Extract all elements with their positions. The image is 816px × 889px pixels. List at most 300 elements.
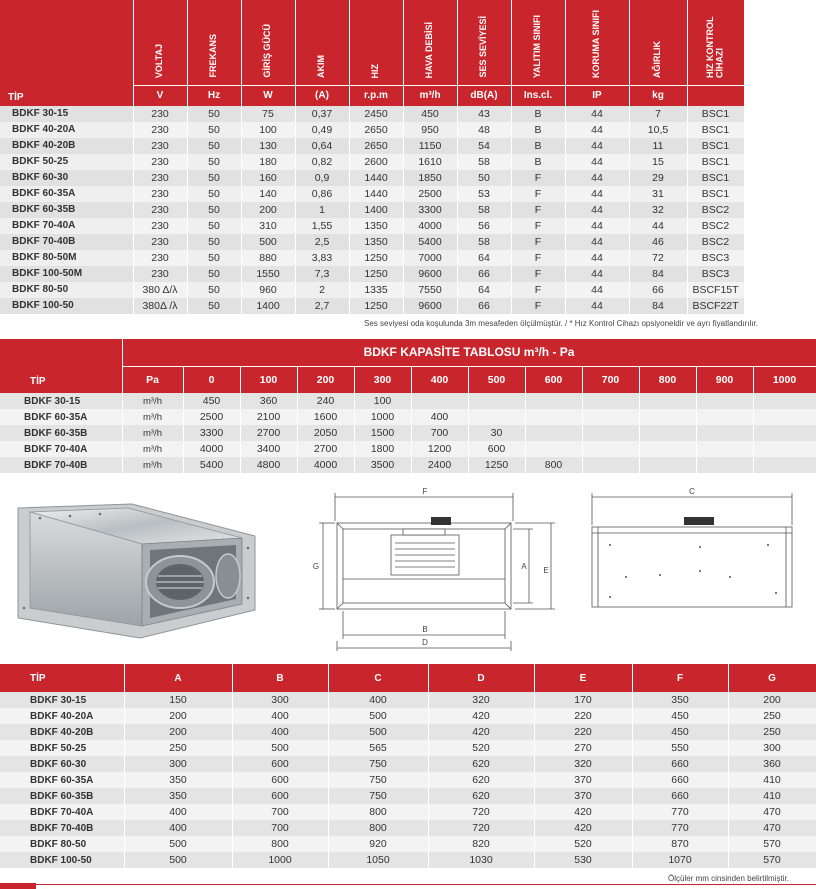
spec-cell: 44 xyxy=(565,298,629,314)
dimension-cell: 450 xyxy=(632,708,728,724)
spec-cell: 44 xyxy=(629,218,687,234)
table-row xyxy=(0,772,816,788)
table-row xyxy=(0,266,744,282)
dims-col-header: A xyxy=(124,664,232,692)
table-row xyxy=(0,218,744,234)
dimension-cell: 250 xyxy=(728,708,816,724)
model-name: BDKF 50-25 xyxy=(0,740,124,756)
spec-cell: 9600 xyxy=(403,298,457,314)
spec-cell: 0,9 xyxy=(295,170,349,186)
table-row xyxy=(0,692,816,708)
pressure-header: 500 xyxy=(468,366,525,393)
spec-cell: 43 xyxy=(457,106,511,122)
sound-level-note: Ses seviyesi oda koşulunda 3m mesafeden ölçülmüştür. / * Hız Kontrol Cihazı opsiyoneldir ve ayrı fiyatlandırılır. xyxy=(364,319,758,328)
capacity-cell: 4800 xyxy=(240,457,297,473)
spec-cell: BSCF15T xyxy=(687,282,744,298)
spec-cell: 50 xyxy=(187,154,241,170)
page-corner-mark xyxy=(0,883,36,889)
specs-unit: IP xyxy=(565,86,629,106)
capacity-cell: 600 xyxy=(468,441,525,457)
spec-cell: 66 xyxy=(457,266,511,282)
spec-cell: F xyxy=(511,202,565,218)
spec-cell: 44 xyxy=(565,282,629,298)
spec-cell: 50 xyxy=(187,282,241,298)
dimension-cell: 250 xyxy=(124,740,232,756)
table-row xyxy=(0,202,744,218)
dimension-cell: 350 xyxy=(124,772,232,788)
spec-cell: F xyxy=(511,186,565,202)
spec-cell: 66 xyxy=(457,298,511,314)
specs-unit: Ins.cl. xyxy=(511,86,565,106)
dimension-cell: 620 xyxy=(428,756,534,772)
spec-cell: 230 xyxy=(133,218,187,234)
capacity-cell: 4000 xyxy=(297,457,354,473)
capacity-cell: 4000 xyxy=(183,441,240,457)
dimension-cell: 750 xyxy=(328,756,428,772)
model-name: BDKF 40-20B xyxy=(0,138,133,154)
table-row xyxy=(0,836,816,852)
dimension-cell: 920 xyxy=(328,836,428,852)
spec-cell: B xyxy=(511,154,565,170)
dimension-cell: 300 xyxy=(232,692,328,708)
capacity-cell xyxy=(639,393,696,409)
spec-cell: 100 xyxy=(241,122,295,138)
unit-cell: m³/h xyxy=(122,393,183,409)
dimensions-note: Ölçüler mm cinsinden belirtilmiştir. xyxy=(668,874,789,883)
spec-cell: 140 xyxy=(241,186,295,202)
spec-cell: 10,5 xyxy=(629,122,687,138)
table-row xyxy=(0,756,816,772)
dimension-cell: 570 xyxy=(728,836,816,852)
spec-cell: 84 xyxy=(629,266,687,282)
spec-cell: BSC1 xyxy=(687,186,744,202)
dims-tip-header: TİP xyxy=(0,664,124,692)
spec-cell: B xyxy=(511,106,565,122)
capacity-cell: 1250 xyxy=(468,457,525,473)
bottom-rule xyxy=(0,884,816,885)
model-name: BDKF 30-15 xyxy=(0,692,124,708)
capacity-cell: 1800 xyxy=(354,441,411,457)
dimension-cell: 400 xyxy=(232,724,328,740)
spec-cell: 75 xyxy=(241,106,295,122)
model-name: BDKF 70-40A xyxy=(0,441,122,457)
capacity-cell xyxy=(582,425,639,441)
dim-label-a: A xyxy=(521,562,527,571)
spec-cell: 1250 xyxy=(349,250,403,266)
spec-cell: 0,37 xyxy=(295,106,349,122)
dimension-cell: 620 xyxy=(428,772,534,788)
capacity-cell: 2100 xyxy=(240,409,297,425)
table-row xyxy=(0,122,744,138)
dimension-cell: 400 xyxy=(124,804,232,820)
spec-cell: 44 xyxy=(565,234,629,250)
model-name: BDKF 60-35B xyxy=(0,788,124,804)
spec-cell: BSC2 xyxy=(687,218,744,234)
capacity-cell xyxy=(411,393,468,409)
specs-unit: kg xyxy=(629,86,687,106)
dims-col-header: F xyxy=(632,664,728,692)
capacity-cell xyxy=(582,441,639,457)
spec-cell: 230 xyxy=(133,122,187,138)
spec-cell: 1350 xyxy=(349,234,403,250)
spec-cell: 2650 xyxy=(349,122,403,138)
model-name: BDKF 50-25 xyxy=(0,154,133,170)
unit-cell: m³/h xyxy=(122,409,183,425)
pressure-header: 100 xyxy=(240,366,297,393)
spec-cell: 1250 xyxy=(349,266,403,282)
spec-cell: 7550 xyxy=(403,282,457,298)
dimension-cell: 750 xyxy=(328,772,428,788)
spec-cell: 1250 xyxy=(349,298,403,314)
spec-cell: 50 xyxy=(187,202,241,218)
specs-table xyxy=(0,0,745,314)
specs-col-header: KORUMA SINIFI xyxy=(565,0,629,86)
spec-cell: F xyxy=(511,218,565,234)
capacity-cell: 240 xyxy=(297,393,354,409)
capacity-cell xyxy=(525,393,582,409)
dim-label-c: C xyxy=(689,487,695,496)
spec-cell: 29 xyxy=(629,170,687,186)
dimension-cell: 1070 xyxy=(632,852,728,868)
table-row xyxy=(0,393,816,409)
spec-cell: 130 xyxy=(241,138,295,154)
spec-cell: 54 xyxy=(457,138,511,154)
spec-cell: 180 xyxy=(241,154,295,170)
dimension-cell: 600 xyxy=(232,756,328,772)
dimension-cell: 350 xyxy=(124,788,232,804)
dimension-cell: 410 xyxy=(728,788,816,804)
unit-cell: m³/h xyxy=(122,425,183,441)
spec-cell: 1150 xyxy=(403,138,457,154)
capacity-cell: 2700 xyxy=(240,425,297,441)
specs-col-header: GİRİŞ GÜCÜ xyxy=(241,0,295,86)
model-name: BDKF 70-40A xyxy=(0,218,133,234)
dimension-cell: 200 xyxy=(124,724,232,740)
model-name: BDKF 80-50 xyxy=(0,836,124,852)
model-name: BDKF 100-50 xyxy=(0,298,133,314)
capacity-cell xyxy=(696,425,753,441)
capacity-cell xyxy=(753,425,816,441)
spec-cell: 15 xyxy=(629,154,687,170)
spec-cell: BSC1 xyxy=(687,106,744,122)
dimension-cell: 520 xyxy=(534,836,632,852)
spec-cell: 230 xyxy=(133,202,187,218)
spec-cell: 2,5 xyxy=(295,234,349,250)
pressure-header: 600 xyxy=(525,366,582,393)
capacity-cell: 3300 xyxy=(183,425,240,441)
capacity-cell xyxy=(639,409,696,425)
dimension-cell: 700 xyxy=(232,804,328,820)
dimension-cell: 400 xyxy=(328,692,428,708)
specs-unit: Hz xyxy=(187,86,241,106)
pressure-header: 900 xyxy=(696,366,753,393)
spec-cell: BSC3 xyxy=(687,266,744,282)
capacity-cell xyxy=(696,441,753,457)
dimension-cell: 360 xyxy=(728,756,816,772)
spec-cell: 58 xyxy=(457,234,511,250)
specs-col-header: AKIM xyxy=(295,0,349,86)
spec-cell: 2450 xyxy=(349,106,403,122)
spec-cell: 50 xyxy=(457,170,511,186)
pressure-header: 400 xyxy=(411,366,468,393)
capacity-cell xyxy=(753,457,816,473)
spec-cell: 310 xyxy=(241,218,295,234)
spec-cell: 2600 xyxy=(349,154,403,170)
spec-cell: 0,82 xyxy=(295,154,349,170)
table-row xyxy=(0,441,816,457)
dimension-cell: 800 xyxy=(232,836,328,852)
spec-cell: 46 xyxy=(629,234,687,250)
capacity-title: BDKF KAPASİTE TABLOSU m³/h - Pa xyxy=(122,339,816,366)
spec-cell: F xyxy=(511,234,565,250)
spec-cell: 1400 xyxy=(241,298,295,314)
table-row xyxy=(0,708,816,724)
dimension-cell: 470 xyxy=(728,804,816,820)
spec-cell: 84 xyxy=(629,298,687,314)
spec-cell: 64 xyxy=(457,250,511,266)
dimension-cell: 770 xyxy=(632,820,728,836)
model-name: BDKF 80-50M xyxy=(0,250,133,266)
dimension-cell: 620 xyxy=(428,788,534,804)
spec-cell: 50 xyxy=(187,234,241,250)
dims-col-header: B xyxy=(232,664,328,692)
dimensions-table xyxy=(0,664,816,868)
spec-cell: 58 xyxy=(457,202,511,218)
dimension-cell: 820 xyxy=(428,836,534,852)
spec-cell: 2500 xyxy=(403,186,457,202)
capacity-cell xyxy=(582,457,639,473)
capacity-cell: 1200 xyxy=(411,441,468,457)
table-row xyxy=(0,298,744,314)
spec-cell: 380 Δ/λ xyxy=(133,282,187,298)
spec-cell: 2650 xyxy=(349,138,403,154)
capacity-cell: 2700 xyxy=(297,441,354,457)
capacity-tip-header: TİP xyxy=(0,339,122,393)
capacity-cell xyxy=(468,409,525,425)
model-name: BDKF 60-30 xyxy=(0,170,133,186)
table-row xyxy=(0,234,744,250)
spec-cell: 44 xyxy=(565,218,629,234)
pressure-header: 700 xyxy=(582,366,639,393)
capacity-cell xyxy=(525,425,582,441)
spec-cell: 1850 xyxy=(403,170,457,186)
spec-cell: 44 xyxy=(565,202,629,218)
capacity-cell xyxy=(753,441,816,457)
spec-cell: 11 xyxy=(629,138,687,154)
specs-col-header: FREKANS xyxy=(187,0,241,86)
spec-cell: 56 xyxy=(457,218,511,234)
spec-cell: BSC1 xyxy=(687,138,744,154)
dimension-cell: 420 xyxy=(428,708,534,724)
spec-cell: 7000 xyxy=(403,250,457,266)
spec-cell: BSC2 xyxy=(687,202,744,218)
dimension-cell: 420 xyxy=(534,820,632,836)
dims-col-header: D xyxy=(428,664,534,692)
capacity-cell: 3400 xyxy=(240,441,297,457)
capacity-cell: 2050 xyxy=(297,425,354,441)
specs-col-header: HIZ xyxy=(349,0,403,86)
spec-cell: 0,49 xyxy=(295,122,349,138)
dimension-cell: 1030 xyxy=(428,852,534,868)
capacity-cell: 1600 xyxy=(297,409,354,425)
spec-cell: B xyxy=(511,138,565,154)
specs-unit xyxy=(687,86,744,106)
spec-cell: 50 xyxy=(187,122,241,138)
capacity-cell xyxy=(696,393,753,409)
spec-cell: 44 xyxy=(565,122,629,138)
dimension-cell: 770 xyxy=(632,804,728,820)
capacity-cell xyxy=(525,409,582,425)
spec-cell: F xyxy=(511,266,565,282)
spec-cell: 1350 xyxy=(349,218,403,234)
dimension-cell: 170 xyxy=(534,692,632,708)
dimension-cell: 550 xyxy=(632,740,728,756)
capacity-cell: 30 xyxy=(468,425,525,441)
table-row xyxy=(0,138,744,154)
spec-cell: 1400 xyxy=(349,202,403,218)
dim-label-e: E xyxy=(543,566,549,575)
spec-cell: 1610 xyxy=(403,154,457,170)
spec-cell: 44 xyxy=(565,138,629,154)
dimension-cell: 300 xyxy=(124,756,232,772)
dims-col-header: C xyxy=(328,664,428,692)
dimension-cell: 1000 xyxy=(232,852,328,868)
model-name: BDKF 60-35B xyxy=(0,202,133,218)
dimension-cell: 270 xyxy=(534,740,632,756)
spec-cell: 50 xyxy=(187,218,241,234)
spec-cell: 380Δ /λ xyxy=(133,298,187,314)
capacity-cell xyxy=(468,393,525,409)
table-row xyxy=(0,154,744,170)
model-name: BDKF 30-15 xyxy=(0,106,133,122)
capacity-cell xyxy=(582,409,639,425)
spec-cell: 0,64 xyxy=(295,138,349,154)
dim-label-d: D xyxy=(422,638,428,647)
spec-cell: 960 xyxy=(241,282,295,298)
specs-unit: W xyxy=(241,86,295,106)
dimension-cell: 150 xyxy=(124,692,232,708)
specs-col-header: AĞIRLIK xyxy=(629,0,687,86)
spec-cell: 450 xyxy=(403,106,457,122)
dim-label-g: G xyxy=(312,562,320,571)
dimension-cell: 420 xyxy=(428,724,534,740)
dimension-cell: 660 xyxy=(632,772,728,788)
dimension-cell: 720 xyxy=(428,820,534,836)
spec-cell: 500 xyxy=(241,234,295,250)
dimension-cell: 450 xyxy=(632,724,728,740)
capacity-cell: 450 xyxy=(183,393,240,409)
spec-cell: 3,83 xyxy=(295,250,349,266)
dimension-cell: 800 xyxy=(328,804,428,820)
spec-cell: 50 xyxy=(187,266,241,282)
capacity-cell: 5400 xyxy=(183,457,240,473)
model-name: BDKF 100-50 xyxy=(0,852,124,868)
pressure-header: 300 xyxy=(354,366,411,393)
spec-cell: 230 xyxy=(133,106,187,122)
capacity-cell xyxy=(639,457,696,473)
spec-cell: 5400 xyxy=(403,234,457,250)
spec-cell: 880 xyxy=(241,250,295,266)
dimension-cell: 1050 xyxy=(328,852,428,868)
table-row xyxy=(0,788,816,804)
specs-header-row xyxy=(0,0,744,86)
table-row xyxy=(0,820,816,836)
dims-col-header: E xyxy=(534,664,632,692)
spec-cell: 3300 xyxy=(403,202,457,218)
capacity-cell xyxy=(525,441,582,457)
spec-cell: BSC1 xyxy=(687,154,744,170)
table-row xyxy=(0,457,816,473)
dimension-cell: 720 xyxy=(428,804,534,820)
dimension-cell: 750 xyxy=(328,788,428,804)
capacity-cell: 1000 xyxy=(354,409,411,425)
spec-cell: 230 xyxy=(133,250,187,266)
spec-cell: F xyxy=(511,170,565,186)
spec-cell: 1440 xyxy=(349,186,403,202)
capacity-title-row xyxy=(0,339,816,366)
dimension-cell: 600 xyxy=(232,788,328,804)
specs-col-header: HIZ KONTROL CİHAZI xyxy=(687,0,744,86)
product-photo xyxy=(10,498,260,640)
dimension-cell: 220 xyxy=(534,724,632,740)
spec-cell: BSC1 xyxy=(687,170,744,186)
capacity-cell: 360 xyxy=(240,393,297,409)
capacity-cell xyxy=(753,393,816,409)
spec-cell: F xyxy=(511,298,565,314)
pressure-header: 800 xyxy=(639,366,696,393)
model-name: BDKF 60-30 xyxy=(0,756,124,772)
dimension-cell: 350 xyxy=(632,692,728,708)
model-name: BDKF 80-50 xyxy=(0,282,133,298)
dimension-cell: 220 xyxy=(534,708,632,724)
side-view-drawing xyxy=(303,485,565,655)
specs-tip-header: TİP xyxy=(0,0,133,106)
dimension-cell: 370 xyxy=(534,772,632,788)
spec-cell: 230 xyxy=(133,170,187,186)
spec-cell: 2,7 xyxy=(295,298,349,314)
model-name: BDKF 60-35A xyxy=(0,409,122,425)
capacity-cell xyxy=(696,457,753,473)
spec-cell: 50 xyxy=(187,138,241,154)
spec-cell: 50 xyxy=(187,250,241,266)
dimension-cell: 320 xyxy=(534,756,632,772)
specs-col-header: VOLTAJ xyxy=(133,0,187,86)
pressure-header: 1000 xyxy=(753,366,816,393)
capacity-cell xyxy=(696,409,753,425)
dimension-cell: 565 xyxy=(328,740,428,756)
spec-cell: 44 xyxy=(565,106,629,122)
motor-box xyxy=(431,517,451,525)
table-row xyxy=(0,170,744,186)
dims-header-row xyxy=(0,664,816,692)
spec-cell: 230 xyxy=(133,234,187,250)
model-name: BDKF 100-50M xyxy=(0,266,133,282)
dimension-cell: 410 xyxy=(728,772,816,788)
pressure-header: 200 xyxy=(297,366,354,393)
model-name: BDKF 70-40B xyxy=(0,820,124,836)
dimension-cell: 370 xyxy=(534,788,632,804)
dimension-cell: 870 xyxy=(632,836,728,852)
dimension-cell: 660 xyxy=(632,756,728,772)
spec-cell: F xyxy=(511,250,565,266)
model-name: BDKF 60-35A xyxy=(0,186,133,202)
spec-cell: 64 xyxy=(457,282,511,298)
unit-cell: m³/h xyxy=(122,457,183,473)
model-name: BDKF 40-20A xyxy=(0,708,124,724)
spec-cell: 58 xyxy=(457,154,511,170)
model-name: BDKF 70-40B xyxy=(0,234,133,250)
specs-col-header: SES SEVİYESİ xyxy=(457,0,511,86)
